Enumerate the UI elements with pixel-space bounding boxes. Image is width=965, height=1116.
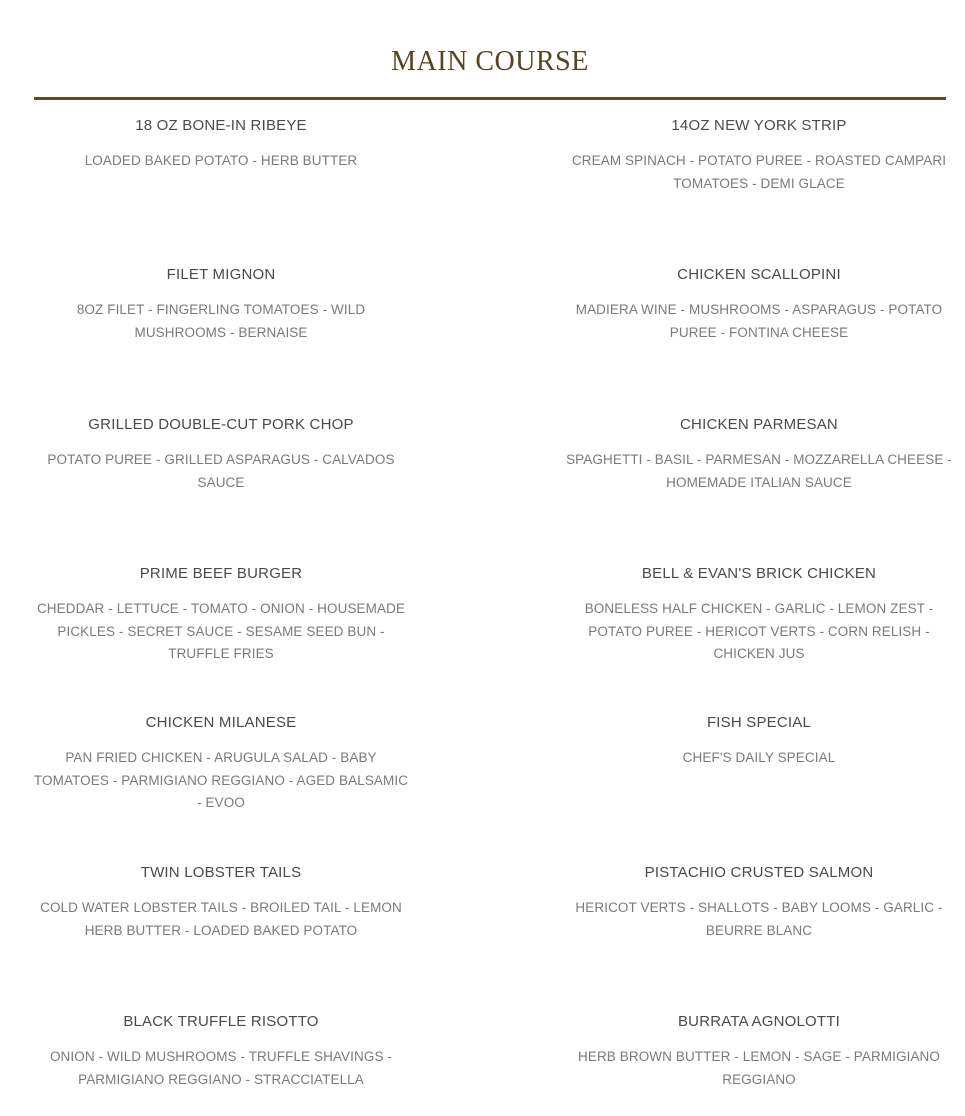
item-description: SPAGHETTI - BASIL - PARMESAN - MOZZARELLA CHEESE - HOMEMADE ITALIAN SAUCE — [566, 452, 952, 490]
menu-item-lobster-tails — [30, 863, 412, 942]
item-description: CREAM SPINACH - POTATO PUREE - ROASTED CAMPARI TOMATOES - DEMI GLACE — [571, 153, 947, 191]
item-description: HERICOT VERTS - SHALLOTS - BABY LOOMS - GARLIC - BEURRE BLANC — [575, 900, 943, 938]
item-name: GRILLED DOUBLE-CUT PORK CHOP — [88, 416, 354, 433]
item-name: TWIN LOBSTER TAILS — [140, 864, 302, 881]
menu-item-fish-special — [566, 713, 952, 770]
item-description: COLD WATER LOBSTER TAILS - BROILED TAIL - LEMON HERB BUTTER - LOADED BAKED POTATO — [40, 900, 402, 938]
menu-item-brick-chicken — [566, 564, 952, 666]
item-description: CHEF'S DAILY SPECIAL — [682, 750, 836, 765]
item-description: ONION - WILD MUSHROOMS - TRUFFLE SHAVINGS - PARMIGIANO REGGIANO - STRACCIATELLA — [49, 1049, 393, 1087]
item-name: BELL & EVAN'S BRICK CHICKEN — [641, 565, 877, 582]
menu-item-burrata-agnolotti — [566, 1012, 952, 1091]
menu-item-truffle-risotto — [30, 1012, 412, 1091]
item-description: BONELESS HALF CHICKEN - GARLIC - LEMON ZEST - POTATO PUREE - HERICOT VERTS - CORN RELISH - CHICKEN JUS — [584, 601, 934, 661]
item-name: 14OZ NEW YORK STRIP — [671, 117, 847, 134]
item-description: CHEDDAR - LETTUCE - TOMATO - ONION - HOUSEMADE PICKLES - SECRET SAUCE - SESAME SEED BUN - TRUFFLE FRIES — [36, 601, 406, 661]
item-description: LOADED BAKED POTATO - HERB BUTTER — [84, 153, 358, 168]
item-name: CHICKEN SCALLOPINI — [677, 266, 841, 283]
item-description: MADIERA WINE - MUSHROOMS - ASPARAGUS - POTATO PUREE - FONTINA CHEESE — [575, 302, 943, 340]
menu-item-ribeye — [30, 116, 412, 173]
menu-item-new-york-strip — [566, 116, 952, 195]
item-name: CHICKEN MILANESE — [145, 714, 297, 731]
menu-item-chicken-parmesan — [566, 415, 952, 494]
page-title: MAIN COURSE — [391, 46, 589, 77]
item-name: BURRATA AGNOLOTTI — [677, 1013, 841, 1030]
menu-item-pork-chop — [30, 415, 412, 494]
item-description: 8OZ FILET - FINGERLING TOMATOES - WILD MUSHROOMS - BERNAISE — [76, 302, 366, 340]
item-name: 18 OZ BONE-IN RIBEYE — [135, 117, 307, 134]
menu-item-filet-mignon — [30, 265, 412, 344]
menu-item-salmon — [566, 863, 952, 942]
item-name: BLACK TRUFFLE RISOTTO — [123, 1013, 319, 1030]
item-name: PISTACHIO CRUSTED SALMON — [644, 864, 874, 881]
menu-item-chicken-scallopini — [566, 265, 952, 344]
menu-item-beef-burger — [30, 564, 412, 666]
item-description: HERB BROWN BUTTER - LEMON - SAGE - PARMIGIANO REGGIANO — [577, 1049, 941, 1087]
item-name: FISH SPECIAL — [706, 714, 812, 731]
item-description: PAN FRIED CHICKEN - ARUGULA SALAD - BABY TOMATOES - PARMIGIANO REGGIANO - AGED BALSAMIC - EVOO — [33, 750, 409, 810]
item-description: POTATO PUREE - GRILLED ASPARAGUS - CALVADOS SAUCE — [47, 452, 395, 490]
item-name: FILET MIGNON — [166, 266, 276, 283]
item-name: PRIME BEEF BURGER — [139, 565, 303, 582]
menu-item-chicken-milanese — [30, 713, 412, 815]
item-name: CHICKEN PARMESAN — [680, 416, 838, 433]
